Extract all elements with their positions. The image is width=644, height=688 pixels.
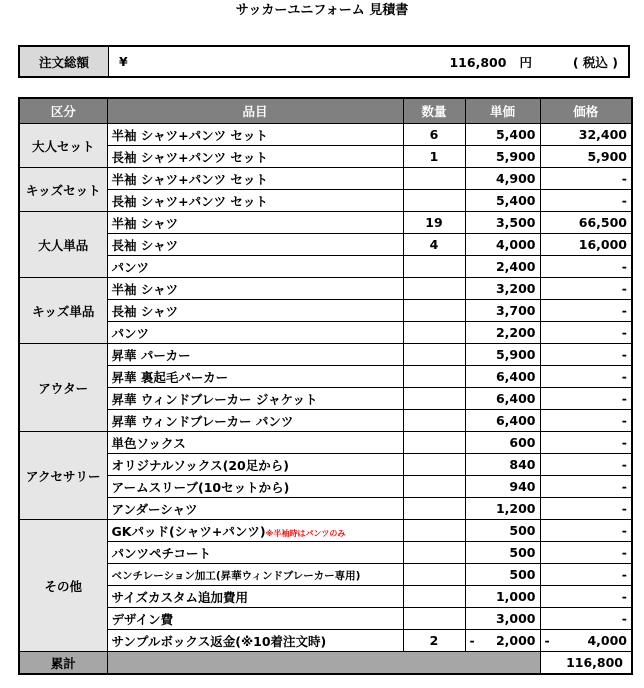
- table-row: [19, 322, 632, 344]
- price-cell: -: [540, 388, 632, 410]
- item-label: サンプルボックス返金(※10着注文時): [111, 633, 327, 649]
- qty-cell: [403, 476, 465, 498]
- category-cell: キッズ単品: [19, 278, 107, 344]
- table-row: [19, 586, 632, 608]
- item-cell: [107, 630, 403, 652]
- qty-cell: [403, 410, 465, 432]
- price-cell: -: [540, 344, 632, 366]
- unit-price-cell: 3,500: [465, 212, 540, 234]
- item-cell: [107, 498, 403, 520]
- price-cell: -: [540, 410, 632, 432]
- item-cell: [107, 432, 403, 454]
- table-row: [19, 454, 632, 476]
- item-cell: [107, 410, 403, 432]
- unit-price-cell: 500: [465, 520, 540, 542]
- item-label: 単色ソックス: [111, 435, 186, 451]
- item-label: デザイン費: [111, 611, 174, 627]
- item-label: 長袖 シャツ: [111, 303, 179, 319]
- unit-price-cell: [465, 630, 540, 652]
- table-row: [19, 410, 632, 432]
- order-total-amount: 116,800 円: [449, 54, 532, 70]
- header-qty: 数量: [403, 98, 465, 124]
- item-label: パンツ: [111, 259, 150, 275]
- category-cell: アウター: [19, 344, 107, 432]
- item-label: パンツ: [111, 325, 150, 341]
- qty-cell: [403, 608, 465, 630]
- header-item: 品目: [107, 98, 403, 124]
- tax-note: ( 税込 ): [572, 54, 618, 70]
- qty-cell: [403, 190, 465, 212]
- price-cell: -: [540, 278, 632, 300]
- summary-label: 累計: [19, 652, 107, 675]
- item-label: アンダーシャツ: [111, 501, 198, 517]
- table-row: [19, 234, 632, 256]
- item-cell: [107, 322, 403, 344]
- qty-cell: 19: [403, 212, 465, 234]
- qty-cell: [403, 278, 465, 300]
- item-cell: [107, 300, 403, 322]
- item-label: 昇華 ウィンドブレーカー パンツ: [111, 413, 294, 429]
- item-label: パンツペチコート: [111, 545, 212, 561]
- table-body: [19, 124, 632, 652]
- unit-price-cell: 5,400: [465, 190, 540, 212]
- header-unit-price: 単価: [465, 98, 540, 124]
- table-row: [19, 278, 632, 300]
- unit-price-cell: 2,400: [465, 256, 540, 278]
- item-label: 半袖 シャツ+パンツ セット: [111, 171, 268, 187]
- item-cell: [107, 454, 403, 476]
- price-cell: -: [540, 564, 632, 586]
- price-cell: -: [540, 608, 632, 630]
- price-cell: -: [540, 300, 632, 322]
- item-cell: [107, 476, 403, 498]
- item-label: 長袖 シャツ+パンツ セット: [111, 149, 268, 165]
- order-total-label: 注文総額: [20, 47, 109, 76]
- unit-price-cell: 6,400: [465, 366, 540, 388]
- table-row: [19, 388, 632, 410]
- price-cell: -: [540, 520, 632, 542]
- price-cell: -: [540, 586, 632, 608]
- qty-cell: [403, 344, 465, 366]
- price-cell: -: [540, 190, 632, 212]
- unit-price-cell: 840: [465, 454, 540, 476]
- minus-sign: -: [469, 633, 475, 648]
- unit-price-cell: 5,900: [465, 146, 540, 168]
- header-category: 区分: [19, 98, 107, 124]
- item-cell: [107, 212, 403, 234]
- unit-price-cell: 5,900: [465, 344, 540, 366]
- qty-cell: 4: [403, 234, 465, 256]
- item-cell: [107, 366, 403, 388]
- item-label: ベンチレーション加工(昇華ウィンドブレーカー専用): [111, 569, 361, 582]
- page-title: サッカーユニフォーム 見積書: [235, 3, 409, 18]
- unit-price-cell: 2,200: [465, 322, 540, 344]
- currency-symbol: ¥: [119, 54, 128, 69]
- unit-price-cell: 940: [465, 476, 540, 498]
- item-cell: [107, 608, 403, 630]
- order-total-value: [109, 47, 628, 76]
- item-cell: [107, 564, 403, 586]
- table-row: [19, 608, 632, 630]
- table-row: [19, 190, 632, 212]
- table-row: [19, 564, 632, 586]
- item-cell: [107, 168, 403, 190]
- item-cell: [107, 344, 403, 366]
- unit-price-cell: 500: [465, 542, 540, 564]
- table-row: [19, 432, 632, 454]
- table-row: [19, 498, 632, 520]
- qty-cell: 1: [403, 146, 465, 168]
- item-cell: [107, 256, 403, 278]
- category-cell: その他: [19, 520, 107, 652]
- item-label: 昇華 ウィンドブレーカー ジャケット: [111, 391, 318, 407]
- item-cell: [107, 234, 403, 256]
- item-label: 半袖 シャツ: [111, 281, 179, 297]
- unit-price-cell: 1,000: [465, 586, 540, 608]
- table-row: [19, 256, 632, 278]
- unit-price-cell: 600: [465, 432, 540, 454]
- unit-price-cell: 5,400: [465, 124, 540, 146]
- item-label: 長袖 シャツ+パンツ セット: [111, 193, 268, 209]
- item-cell: [107, 124, 403, 146]
- table-header-row: [19, 98, 632, 124]
- qty-cell: [403, 586, 465, 608]
- item-label: 長袖 シャツ: [111, 237, 179, 253]
- item-label: 半袖 シャツ: [111, 215, 179, 231]
- item-label: オリジナルソックス(20足から): [111, 457, 289, 473]
- minus-sign: -: [544, 633, 550, 648]
- unit-price-cell: 3,200: [465, 278, 540, 300]
- table-row: [19, 300, 632, 322]
- item-label: サイズカスタム追加費用: [111, 589, 249, 605]
- item-label: 昇華 パーカー: [111, 347, 191, 363]
- qty-cell: 2: [403, 630, 465, 652]
- category-cell: アクセサリー: [19, 432, 107, 520]
- qty-cell: [403, 542, 465, 564]
- category-cell: 大人セット: [19, 124, 107, 168]
- unit-price-value: 2,000: [495, 633, 536, 648]
- price-cell: [540, 630, 632, 652]
- price-cell: 66,500: [540, 212, 632, 234]
- qty-cell: [403, 322, 465, 344]
- price-cell: -: [540, 168, 632, 190]
- price-value: 4,000: [587, 633, 627, 648]
- table-row: [19, 366, 632, 388]
- price-cell: -: [540, 498, 632, 520]
- qty-cell: [403, 366, 465, 388]
- table-row: [19, 168, 632, 190]
- unit-price-cell: 3,700: [465, 300, 540, 322]
- price-cell: -: [540, 432, 632, 454]
- unit-price-cell: 6,400: [465, 410, 540, 432]
- qty-cell: [403, 168, 465, 190]
- price-cell: 32,400: [540, 124, 632, 146]
- unit-price-cell: 1,200: [465, 498, 540, 520]
- table-row: [19, 476, 632, 498]
- item-note: ※半袖時はパンツのみ: [265, 528, 346, 538]
- order-total-box: [18, 45, 630, 78]
- item-label: GKパッド(シャツ+パンツ): [111, 523, 266, 539]
- table-row: [19, 124, 632, 146]
- item-cell: [107, 388, 403, 410]
- qty-cell: [403, 432, 465, 454]
- unit-price-cell: 3,000: [465, 608, 540, 630]
- price-cell: -: [540, 542, 632, 564]
- price-cell: -: [540, 366, 632, 388]
- table-row: [19, 542, 632, 564]
- summary-blank: [107, 652, 540, 675]
- item-cell: [107, 542, 403, 564]
- price-cell: 16,000: [540, 234, 632, 256]
- price-cell: -: [540, 322, 632, 344]
- qty-cell: [403, 454, 465, 476]
- category-cell: キッズセット: [19, 168, 107, 212]
- summary-row: [19, 652, 632, 675]
- item-label: 昇華 裏起毛パーカー: [111, 369, 229, 385]
- item-label: アームスリーブ(10セットから): [111, 479, 290, 495]
- item-cell: [107, 586, 403, 608]
- qty-cell: [403, 564, 465, 586]
- unit-price-cell: 6,400: [465, 388, 540, 410]
- item-cell: [107, 190, 403, 212]
- qty-cell: [403, 256, 465, 278]
- estimate-table: [18, 97, 633, 675]
- unit-price-cell: 4,900: [465, 168, 540, 190]
- category-cell: 大人単品: [19, 212, 107, 278]
- qty-cell: [403, 388, 465, 410]
- qty-cell: 6: [403, 124, 465, 146]
- item-cell: [107, 520, 403, 542]
- qty-cell: [403, 520, 465, 542]
- header-price: 価格: [540, 98, 632, 124]
- table-row: [19, 146, 632, 168]
- qty-cell: [403, 498, 465, 520]
- table-row: [19, 344, 632, 366]
- price-cell: 5,900: [540, 146, 632, 168]
- table-row: [19, 520, 632, 542]
- price-cell: -: [540, 454, 632, 476]
- item-cell: [107, 146, 403, 168]
- table-row: [19, 212, 632, 234]
- unit-price-cell: 500: [465, 564, 540, 586]
- unit-price-cell: 4,000: [465, 234, 540, 256]
- qty-cell: [403, 300, 465, 322]
- item-cell: [107, 278, 403, 300]
- summary-total: 116,800: [540, 652, 632, 675]
- price-cell: -: [540, 476, 632, 498]
- item-label: 半袖 シャツ+パンツ セット: [111, 127, 268, 143]
- table-row: [19, 630, 632, 652]
- price-cell: -: [540, 256, 632, 278]
